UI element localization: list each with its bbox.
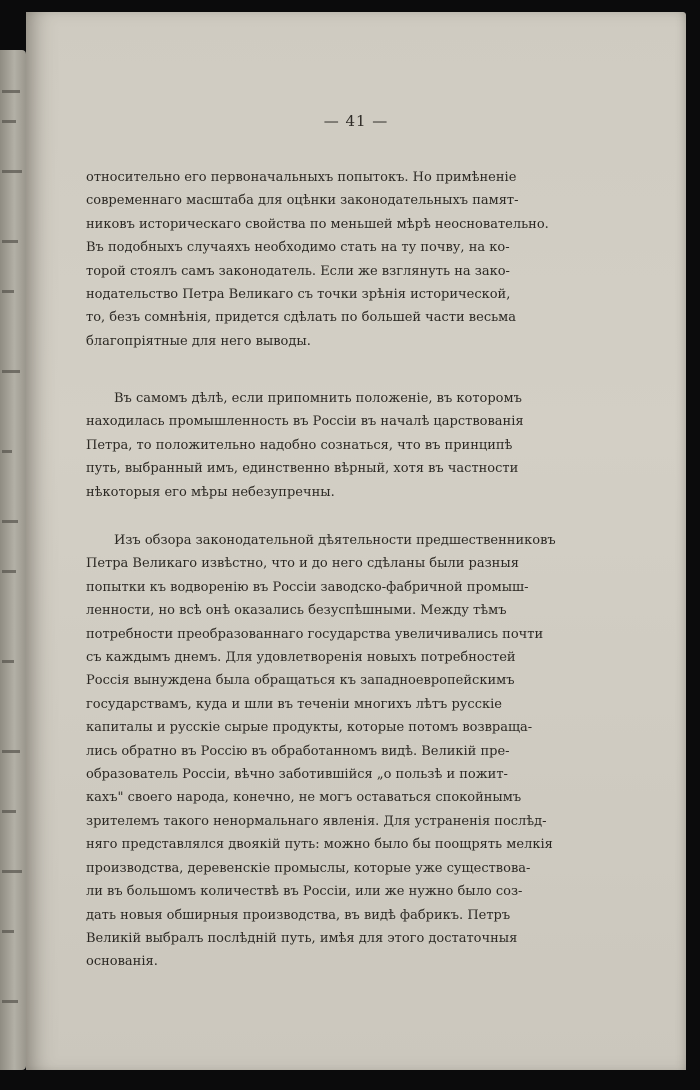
- text-line: лись обратно въ Россію въ обработанномъ видѣ. Великій пре-: [86, 743, 510, 759]
- paragraph-3: [86, 529, 586, 974]
- text-line: нѣкоторыя его мѣры небезупречны.: [86, 484, 335, 500]
- text-line: Въ самомъ дѣлѣ, если припомнить положеніе, въ которомъ: [114, 391, 522, 406]
- text-line: благопріятные для него выводы.: [86, 333, 311, 349]
- page-number: — 41 —: [323, 112, 389, 130]
- text-line: образователь Россіи, вѣчно заботившійся „о пользѣ и пожит-: [86, 767, 508, 783]
- text-line: торой стоялъ самъ законодатель. Если же взглянуть на зако-: [86, 263, 510, 279]
- text-line: капиталы и русскіе сырые продукты, которые потомъ возвраща-: [86, 720, 533, 736]
- text-line: потребности преобразованнаго государства увеличивались почти: [86, 626, 544, 642]
- paragraph-2: [86, 387, 586, 504]
- text-line: то, безъ сомнѣнія, придется сдѣлать по большей части весьма: [86, 310, 517, 326]
- text-line: государствамъ, куда и шли въ теченіи многихъ лѣтъ русскіе: [86, 696, 502, 712]
- text-line: относительно его первоначальныхъ попытокъ. Но примѣненіе: [86, 170, 517, 185]
- book-page: [26, 12, 686, 1070]
- text-line: основанія.: [86, 954, 158, 970]
- text-line: дать новыя обширныя производства, въ видѣ фабрикъ. Петръ: [86, 907, 511, 923]
- text-line: Петра, то положительно надобно сознаться, что въ принципѣ: [86, 437, 513, 453]
- text-line: нодательство Петра Великаго съ точки зрѣнія исторической,: [86, 287, 511, 303]
- text-line: производства, деревенскіе промыслы, которые уже существова-: [86, 860, 531, 876]
- text-line: Россія вынуждена была обращаться къ западноевропейскимъ: [86, 673, 515, 689]
- text-line: съ каждымъ днемъ. Для удовлетворенія новыхъ потребностей: [86, 650, 516, 666]
- text-line: Великій выбралъ послѣдній путь, имѣя для этого достаточныя: [86, 930, 518, 946]
- text-line: зрителемъ такого ненормальнаго явленія. Для устраненія послѣд-: [86, 813, 547, 829]
- text-line: путь, выбранный имъ, единственно вѣрный, хотя въ частности: [86, 461, 519, 477]
- text-line: современнаго масштаба для оцѣнки законодательныхъ памят-: [86, 193, 519, 209]
- text-line: Изъ обзора законодательной дѣятельности предшественниковъ: [114, 533, 556, 548]
- text-line: ленности, но всѣ онѣ оказались безуспѣшными. Между тѣмъ: [86, 603, 507, 619]
- text-line: Петра Великаго извѣстно, что и до него сдѣланы были разныя: [86, 556, 519, 572]
- text-line: попытки къ водворенію въ Россіи заводско-фабричной промыш-: [86, 579, 529, 595]
- text-line: находилась промышленность въ Россіи въ началѣ царствованія: [86, 414, 524, 430]
- paragraph-1: [86, 166, 586, 353]
- text-line: няго представлялся двоякій путь: можно было бы поощрять мелкія: [86, 837, 553, 853]
- facing-page-edge: [0, 50, 26, 1070]
- text-line: Въ подобныхъ случаяхъ необходимо стать на ту почву, на ко-: [86, 240, 510, 256]
- text-line: ли въ большомъ количествѣ въ Россіи, или же нужно было соз-: [86, 884, 523, 900]
- text-line: кахъ" своего народа, конечно, не могъ оставаться спокойнымъ: [86, 790, 522, 806]
- text-line: никовъ историческаго свойства по меньшей мѣрѣ неосновательно.: [86, 216, 549, 232]
